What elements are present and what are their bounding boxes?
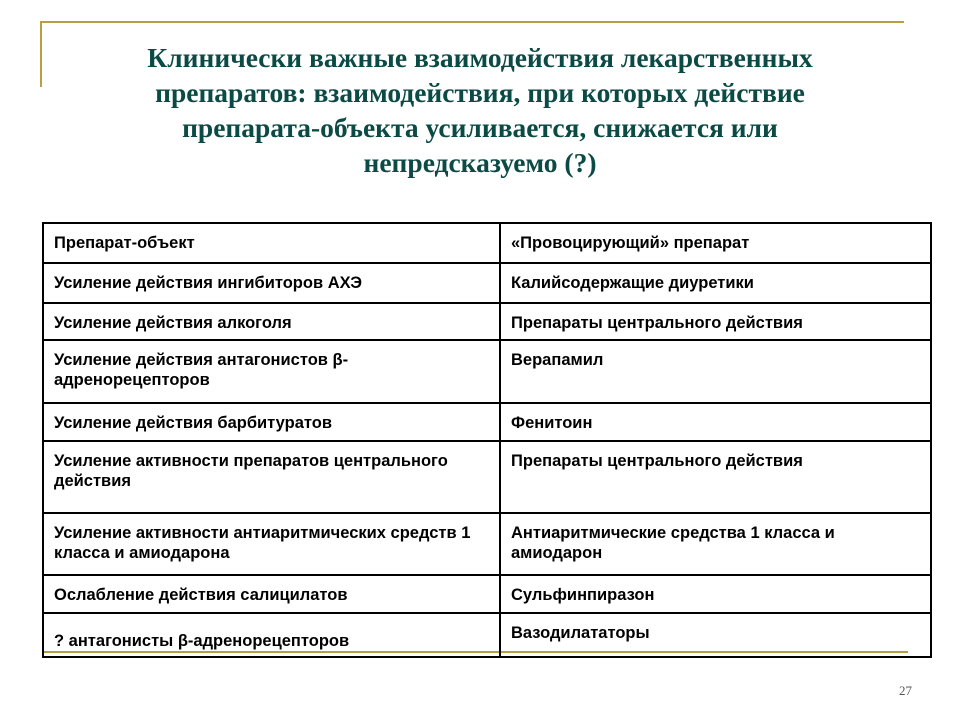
table-header-row xyxy=(43,223,931,263)
object-cell: Усиление действия ингибиторов АХЭ xyxy=(43,263,500,303)
table-row xyxy=(43,403,931,441)
table-row xyxy=(43,441,931,513)
table-row xyxy=(43,303,931,340)
object-cell: Ослабление действия салицилатов xyxy=(43,575,500,613)
header-provoking-cell: «Провоцирующий» препарат xyxy=(500,223,931,263)
provoking-cell: Антиаритмические средства 1 класса и амиодарон xyxy=(500,513,931,575)
provoking-cell: Калийсодержащие диуретики xyxy=(500,263,931,303)
interactions-table xyxy=(42,222,932,658)
title-line-2: препаратов: взаимодействия, при которых действие xyxy=(155,77,805,108)
header-object-cell: Препарат-объект xyxy=(43,223,500,263)
page-number: 27 xyxy=(899,683,912,698)
provoking-cell: Препараты центрального действия xyxy=(500,441,931,513)
frame-top-line xyxy=(40,21,904,23)
object-cell: Усиление активности антиаритмических средств 1 класса и амиодарона xyxy=(43,513,500,575)
provoking-cell: Вазодилататоры xyxy=(500,613,931,657)
table-row xyxy=(43,513,931,575)
frame-left-line xyxy=(40,21,42,87)
provoking-cell: Верапамил xyxy=(500,340,931,403)
table-row xyxy=(43,613,931,657)
object-cell: Усиление активности препаратов центрального действия xyxy=(43,441,500,513)
provoking-cell: Препараты центрального действия xyxy=(500,303,931,340)
provoking-cell: Сульфинпиразон xyxy=(500,575,931,613)
table-row xyxy=(43,263,931,303)
title-line-3: препарата-объекта усиливается, снижается или xyxy=(182,112,778,143)
object-cell: ? антагонисты β-адренорецепторов xyxy=(43,613,500,657)
title-line-1: Клинически важные взаимодействия лекарственных xyxy=(147,42,813,73)
object-cell: Усиление действия антагонистов β-адренорецепторов xyxy=(43,340,500,403)
provoking-cell: Фенитоин xyxy=(500,403,931,441)
object-cell: Усиление действия барбитуратов xyxy=(43,403,500,441)
object-cell: Усиление действия алкоголя xyxy=(43,303,500,340)
title-line-4: непредсказуемо (?) xyxy=(363,147,597,178)
table-row xyxy=(43,575,931,613)
table-row xyxy=(43,340,931,403)
slide-title xyxy=(60,40,900,180)
